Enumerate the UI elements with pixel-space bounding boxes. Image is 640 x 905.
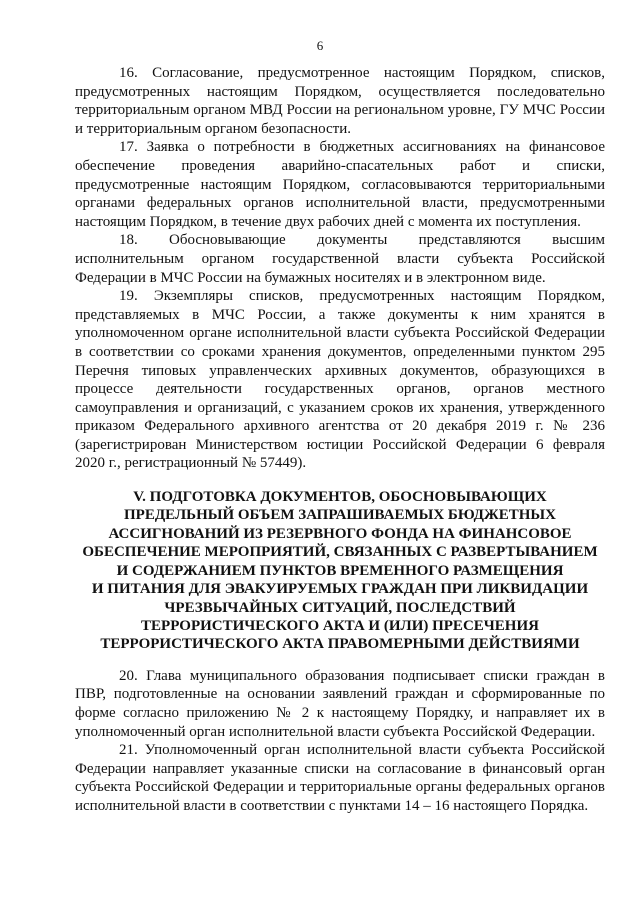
paragraph-16: 16. Согласование, предусмотренное настоящим Порядком, списков, предусмотренных настоящим Порядком, осуществляется последовательно территориальным органом МВД России на региональном уровне, ГУ МЧС России и территориальным органом безопасности. — [75, 65, 605, 137]
section-heading-line: ТЕРРОРИСТИЧЕСКОГО АКТА ПРАВОМЕРНЫМИ ДЕЙСТВИЯМИ — [100, 636, 580, 653]
section-heading-line: АССИГНОВАНИЙ ИЗ РЕЗЕРВНОГО ФОНДА НА ФИНАНСОВОЕ — [108, 525, 572, 542]
paragraph-18: 18. Обосновывающие документы представляются высшим исполнительным органом государственной власти субъекта Российской Федерации в МЧС России на бумажных носителях и в электронном виде. — [75, 232, 605, 286]
section-heading-line: И ПИТАНИЯ ДЛЯ ЭВАКУИРУЕМЫХ ГРАЖДАН ПРИ ЛИКВИДАЦИИ — [91, 581, 589, 598]
page-number: 6 — [316, 38, 324, 53]
section-heading — [75, 488, 605, 654]
section-heading-line: ТЕРРОРИСТИЧЕСКОГО АКТА И (ИЛИ) ПРЕСЕЧЕНИЯ — [141, 617, 539, 634]
section-heading-line: V. ПОДГОТОВКА ДОКУМЕНТОВ, ОБОСНОВЫВАЮЩИХ — [133, 489, 547, 506]
section-heading-line: ЧРЕЗВЫЧАЙНЫХ СИТУАЦИЙ, ПОСЛЕДСТВИЙ — [164, 599, 516, 616]
paragraph-20: 20. Глава муниципального образования подписывает списки граждан в ПВР, подготовленные на основании заявлений граждан и сформированные по форме согласно приложению № 2 к настоящему Порядку, и направляет их в уполномоченный орган исполнительной власти субъекта Российской Федерации. — [75, 667, 605, 740]
section-heading-line: И СОДЕРЖАНИЕМ ПУНКТОВ ВРЕМЕННОГО РАЗМЕЩЕНИЯ — [116, 562, 564, 579]
paragraph-21: 21. Уполномоченный орган исполнительной власти субъекта Российской Федерации направляет указанные списки на согласование в финансовый орган субъекта Российской Федерации и территориальные органы федеральных органов исполнительной власти в соответствии с пунктами 14 – 16 настоящего Порядка. — [75, 742, 605, 814]
document-body — [75, 64, 605, 815]
section-heading-line: ОБЕСПЕЧЕНИЕ МЕРОПРИЯТИЙ, СВЯЗАННЫХ С РАЗВЕРТЫВАНИЕМ — [82, 544, 598, 561]
paragraph-19: 19. Экземпляры списков, предусмотренных настоящим Порядком, представляемых в МЧС России, а также документы к ним хранятся в уполномоченном органе исполнительной власти субъекта Российской Федерации в соответствии со сроками хранения документов, определенными пунктом 295 Перечня типовых управленческих архивных документов, образующихся в процессе деятельности государственных органов, органов местного самоуправления и организаций, с указанием сроков их хранения, утвержденного приказом Федерального архивного агентства от 20 декабря 2019 г. № 236 (зарегистрирован Министерством юстиции Российской Федерации 6 февраля 2020 г., регистрационный № 57449). — [75, 288, 605, 472]
section-heading-line: ПРЕДЕЛЬНЫЙ ОБЪЕМ ЗАПРАШИВАЕМЫХ БЮДЖЕТНЫХ — [124, 507, 556, 524]
paragraph-17: 17. Заявка о потребности в бюджетных ассигнованиях на финансовое обеспечение проведения аварийно-спасательных работ и списки, предусмотренные настоящим Порядком, согласовываются территориальными органами федеральных органов исполнительной власти, предусмотренными настоящим Порядком, в течение двух рабочих дней с момента их поступления. — [75, 139, 605, 230]
